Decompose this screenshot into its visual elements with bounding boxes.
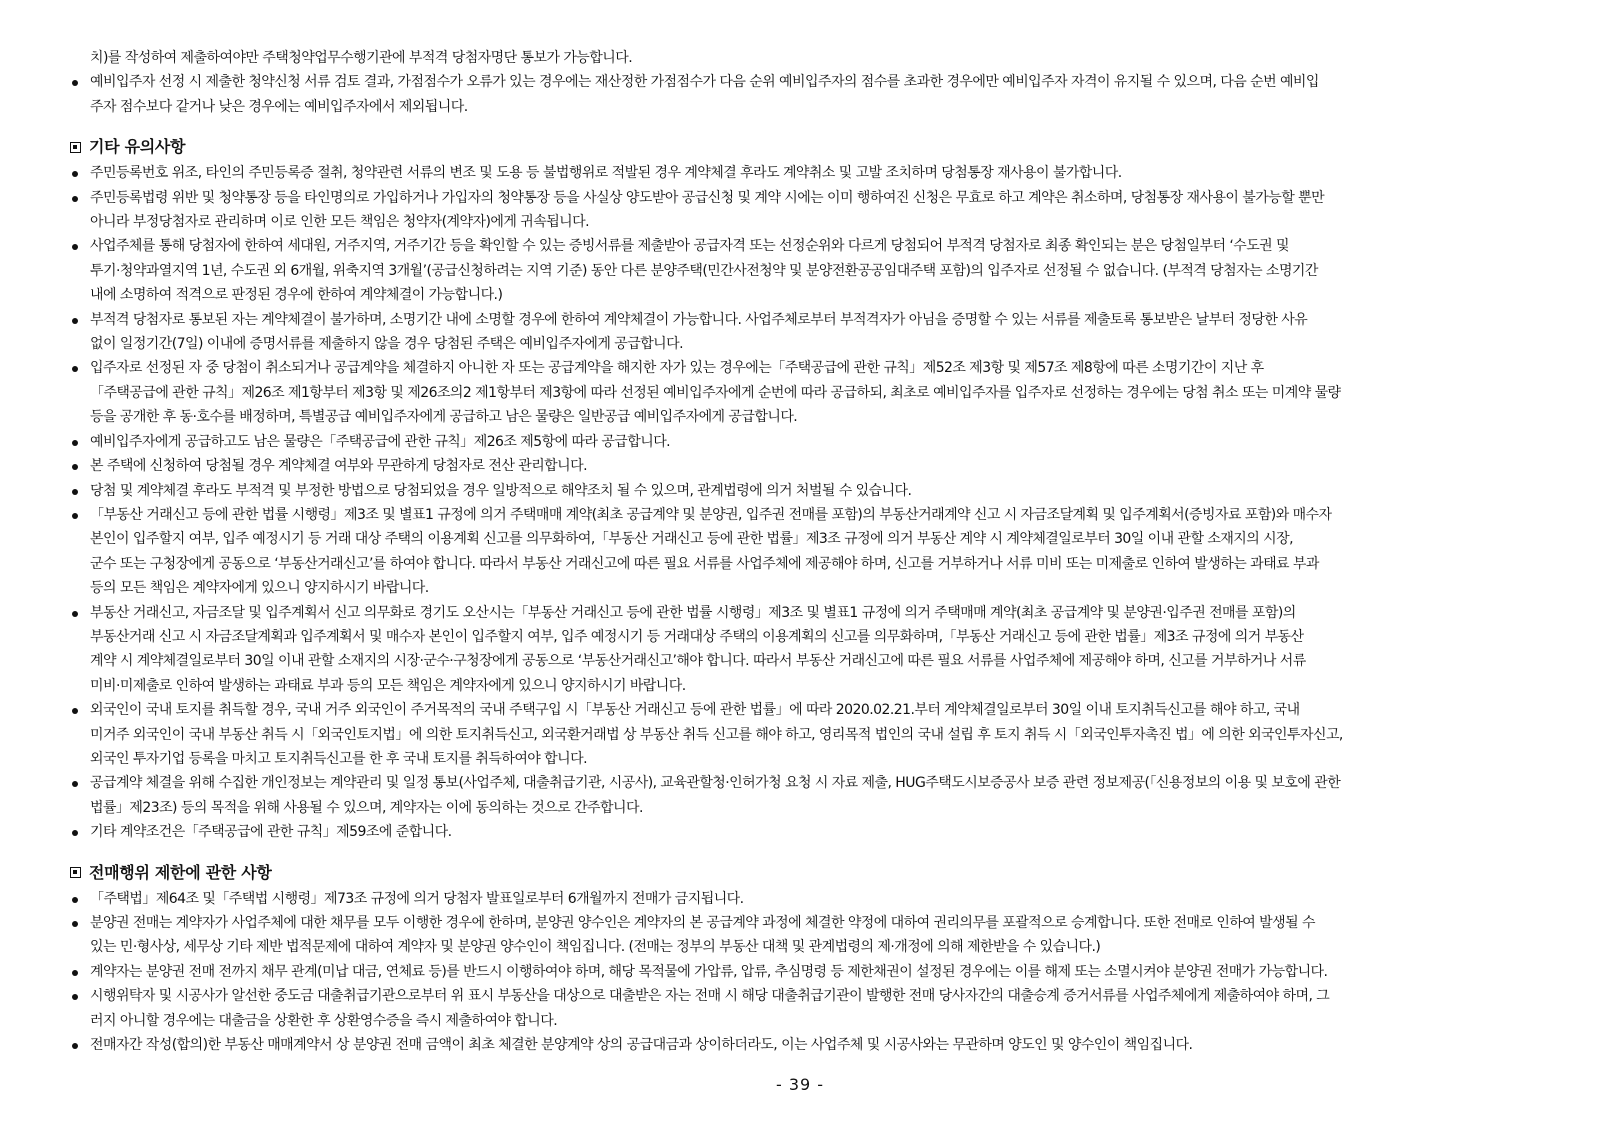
list-item: 「주택법」제64조 및「주택법 시행령」제73조 규정에 의거 당첨자 발표일로부터 6개월까지 전매가 금지됩니다.: [68, 887, 1546, 911]
list-item-continuation: 미거주 외국인이 국내 부동산 취득 시「외국인토지법」에 의한 토지취득신고, 외국환거래법 상 부동산 취득 신고를 해야 하고, 영리목적 법인의 국내 설립 후 토지 취득 시「외국인투자촉진 법」에 의한 외국인투자신고,: [90, 726, 1343, 743]
list-item: 분양권 전매는 계약자가 사업주체에 대한 채무를 모두 이행한 경우에 한하며, 분양권 양수인은 계약자의 본 공급계약 과정에 체결한 약정에 대하여 권리의무를 포괄적으로 승계합니다. 또한 전매로 인하여 발생될 수: [68, 911, 1546, 935]
list-item-continuation: 등의 모든 책임은 계약자에게 있으니 양지하시기 바랍니다.: [90, 580, 429, 597]
page-number: - 39 -: [775, 1075, 825, 1094]
list-item: 전매자간 작성(합의)한 부동산 매매계약서 상 분양권 전매 금액이 최초 체결한 분양계약 상의 공급대금과 상이하더라도, 이는 사업주체 및 시공사와는 무관하며 양도인 및 양수인이 책임집니다.: [68, 1033, 1546, 1057]
list-item-continuation: 본인이 입주할지 여부, 입주 예정시기 등 거래 대상 주택의 이용계획 신고를 의무화하여,「부동산 거래신고 등에 관한 법률」제3조 규정에 의거 부동산 계약 시 계약체결일로부터 30일 이내 관할 소재지의 시장,: [90, 531, 1293, 548]
section-title: 전매행위 제한에 관한 사항: [89, 862, 272, 882]
list-item-continuation: 아니라 부정당첨자로 관리하며 이로 인한 모든 책임은 청약자(계약자)에게 귀속됩니다.: [90, 214, 590, 231]
list-item: 본 주택에 신청하여 당첨될 경우 계약체결 여부와 무관하게 당첨자로 전산 관리합니다.: [68, 454, 1546, 478]
list-item-continuation: 외국인 투자기업 등록을 마치고 토지취득신고를 한 후 국내 토지를 취득하여야 합니다.: [90, 750, 587, 767]
list-item: 부적격 당첨자로 통보된 자는 계약체결이 불가하며, 소명기간 내에 소명할 경우에 한하여 계약체결이 가능합니다. 사업주체로부터 부적격자가 아님을 증명할 수 있는 서류를 제출토록 통보받은 날부터 정당한 사유: [68, 308, 1546, 332]
square-bullet-icon: [70, 142, 81, 153]
list-item-continuation: 계약 시 계약체결일로부터 30일 이내 관할 소재지의 시장·군수·구청장에게 공동으로 ‘부동산거래신고’해야 합니다. 따라서 부동산 거래신고에 따른 필요 서류를 사업주체에 제공해야 하며, 신고를 거부하거나 서류: [90, 653, 1306, 670]
list-item: 당첨 및 계약체결 후라도 부적격 및 부정한 방법으로 당첨되었을 경우 일방적으로 해약조치 될 수 있으며, 관계법령에 의거 처벌될 수 있습니다.: [68, 479, 1546, 503]
intro-continuation-text: 치)를 작성하여 제출하여야만 주택청약업무수행기관에 부적격 당첨자명단 통보가 가능합니다.: [90, 50, 633, 66]
list-item: 주민등록번호 위조, 타인의 주민등록증 절취, 청약관련 서류의 변조 및 도용 등 불법행위로 적발된 경우 계약체결 후라도 계약취소 및 고발 조치하며 당첨통장 재사용이 불가합니다.: [68, 161, 1546, 185]
list-item: 공급계약 체결을 위해 수집한 개인정보는 계약관리 및 일정 통보(사업주체, 대출취급기관, 시공사), 교육관할청·인허가청 요청 시 자료 제출, HUG주택도시보증공사 보증 관련 정보제공(「신용정보의 이용 및 보호에 관한: [68, 771, 1546, 795]
list-item-continuation: 러지 아니할 경우에는 대출금을 상환한 후 상환영수증을 즉시 제출하여야 합니다.: [90, 1012, 558, 1029]
list-item: 예비입주자에게 공급하고도 남은 물량은「주택공급에 관한 규칙」제26조 제5항에 따라 공급합니다.: [68, 430, 1546, 454]
list-item-continuation: 등을 공개한 후 동·호수를 배정하며, 특별공급 예비입주자에게 공급하고 남은 물량은 일반공급 예비입주자에게 공급합니다.: [90, 409, 798, 426]
list-item-continuation: 군수 또는 구청장에게 공동으로 ‘부동산거래신고’를 하여야 합니다. 따라서 부동산 거래신고에 따른 필요 서류를 사업주체에 제공해야 하며, 신고를 거부하거나 서류 미비 또는 미제출로 인하여 발생하는 과태료 부과: [90, 555, 1319, 572]
list-item-continuation: 미비·미제출로 인하여 발생하는 과태료 부과 등의 모든 책임은 계약자에게 있으니 양지하시기 바랍니다.: [90, 677, 686, 694]
list-item: 「부동산 거래신고 등에 관한 법률 시행령」제3조 및 별표1 규정에 의거 주택매매 계약(최초 공급계약 및 분양권, 입주권 전매를 포함)의 부동산거래계약 신고 시 자금조달계획 및 입주계획서(증빙자료 포함)와 매수자: [68, 503, 1546, 527]
list-item: 시행위탁자 및 시공사가 알선한 중도금 대출취급기관으로부터 위 표시 부동산을 대상으로 대출받은 자는 전매 시 해당 대출취급기관이 발행한 전매 당사자간의 대출승계 증거서류를 사업주체에게 제출하여야 하며, 그: [68, 984, 1546, 1008]
list-item-continuation: 주자 점수보다 같거나 낮은 경우에는 예비입주자에서 제외됩니다.: [90, 98, 468, 115]
list-item: 주민등록법령 위반 및 청약통장 등을 타인명의로 가입하거나 가입자의 청약통장 등을 사실상 양도받아 공급신청 및 계약 시에는 이미 행하여진 신청은 무효로 하고 계약은 취소하며, 당첨통장 재사용이 불가능할 뿐만: [68, 186, 1546, 210]
list-item-continuation: 투기·청약과열지역 1년, 수도권 외 6개월, 위축지역 3개월’(공급신청하려는 지역 기준) 동안 다른 분양주택(민간사전청약 및 분양전환공공임대주택 포함)의 입주자로 선정될 수 없습니다. (부적격 당첨자는 소명기간: [90, 262, 1318, 279]
square-bullet-icon: [70, 867, 81, 878]
list-item-continuation: 내에 소명하여 적격으로 판정된 경우에 한하여 계약체결이 가능합니다.): [90, 287, 503, 304]
section-title: 기타 유의사항: [89, 137, 186, 157]
section-heading: [68, 861, 1546, 885]
list-item: 입주자로 선정된 자 중 당첨이 취소되거나 공급계약을 체결하지 아니한 자 또는 공급계약을 해지한 자가 있는 경우에는「주택공급에 관한 규칙」제52조 제3항 및 제57조 제8항에 따른 소명기간이 지난 후: [68, 356, 1546, 380]
list-item-continuation: 「주택공급에 관한 규칙」제26조 제1항부터 제3항 및 제26조의2 제1항부터 제3항에 따라 선정된 예비입주자에게 순번에 따라 공급하되, 최초로 예비입주자를 입주자로 선정하는 경우에는 당첨 취소 또는 미계약 물량: [90, 384, 1341, 401]
document-page: [68, 46, 1546, 1057]
list-item-continuation: 있는 민·형사상, 세무상 기타 제반 법적문제에 대하여 계약자 및 분양권 양수인이 책임집니다. (전매는 정부의 부동산 대책 및 관계법령의 제·개정에 의해 제한받을 수 있습니다.): [90, 939, 1101, 956]
list-item: 계약자는 분양권 전매 전까지 채무 관계(미납 대금, 연체료 등)를 반드시 이행하여야 하며, 해당 목적물에 가압류, 압류, 추심명령 등 제한채권이 설정된 경우에는 이를 해제 또는 소멸시켜야 분양권 전매가 가능합니다.: [68, 960, 1546, 984]
list-item-continuation: 부동산거래 신고 시 자금조달계획과 입주계획서 및 매수자 본인이 입주할지 여부, 입주 예정시기 등 거래대상 주택의 이용계획의 신고를 의무화하며,「부동산 거래신고 등에 관한 법률」제3조 규정에 의거 부동산: [90, 628, 1304, 645]
list-item-continuation: 없이 일정기간(7일) 이내에 증명서류를 제출하지 않을 경우 당첨된 주택은 예비입주자에게 공급합니다.: [90, 336, 684, 353]
list-item: 기타 계약조건은「주택공급에 관한 규칙」제59조에 준합니다.: [68, 820, 1546, 844]
list-item: 외국인이 국내 토지를 취득할 경우, 국내 거주 외국인이 주거목적의 국내 주택구입 시「부동산 거래신고 등에 관한 법률」에 따라 2020.02.21.부터 계약체결일로부터 30일 이내 토지취득신고를 해야 하고, 국내: [68, 698, 1546, 722]
section-heading: [68, 135, 1546, 159]
list-item: 부동산 거래신고, 자금조달 및 입주계획서 신고 의무화로 경기도 오산시는「부동산 거래신고 등에 관한 법률 시행령」제3조 및 별표1 규정에 의거 주택매매 계약(최초 공급계약 및 분양권·입주권 전매를 포함)의: [68, 601, 1546, 625]
list-item: 예비입주자 선정 시 제출한 청약신청 서류 검토 결과, 가점점수가 오류가 있는 경우에는 재산정한 가점점수가 다음 순위 예비입주자의 점수를 초과한 경우에만 예비입주자 자격이 유지될 수 있으며, 다음 순번 예비입: [68, 70, 1546, 94]
list-item-continuation: 법률」제23조) 등의 목적을 위해 사용될 수 있으며, 계약자는 이에 동의하는 것으로 간주합니다.: [90, 799, 643, 816]
list-item: 사업주체를 통해 당첨자에 한하여 세대원, 거주지역, 거주기간 등을 확인할 수 있는 증빙서류를 제출받아 공급자격 또는 선정순위와 다르게 당첨되어 부적격 당첨자로 최종 확인되는 분은 당첨일부터 ‘수도권 및: [68, 234, 1546, 258]
